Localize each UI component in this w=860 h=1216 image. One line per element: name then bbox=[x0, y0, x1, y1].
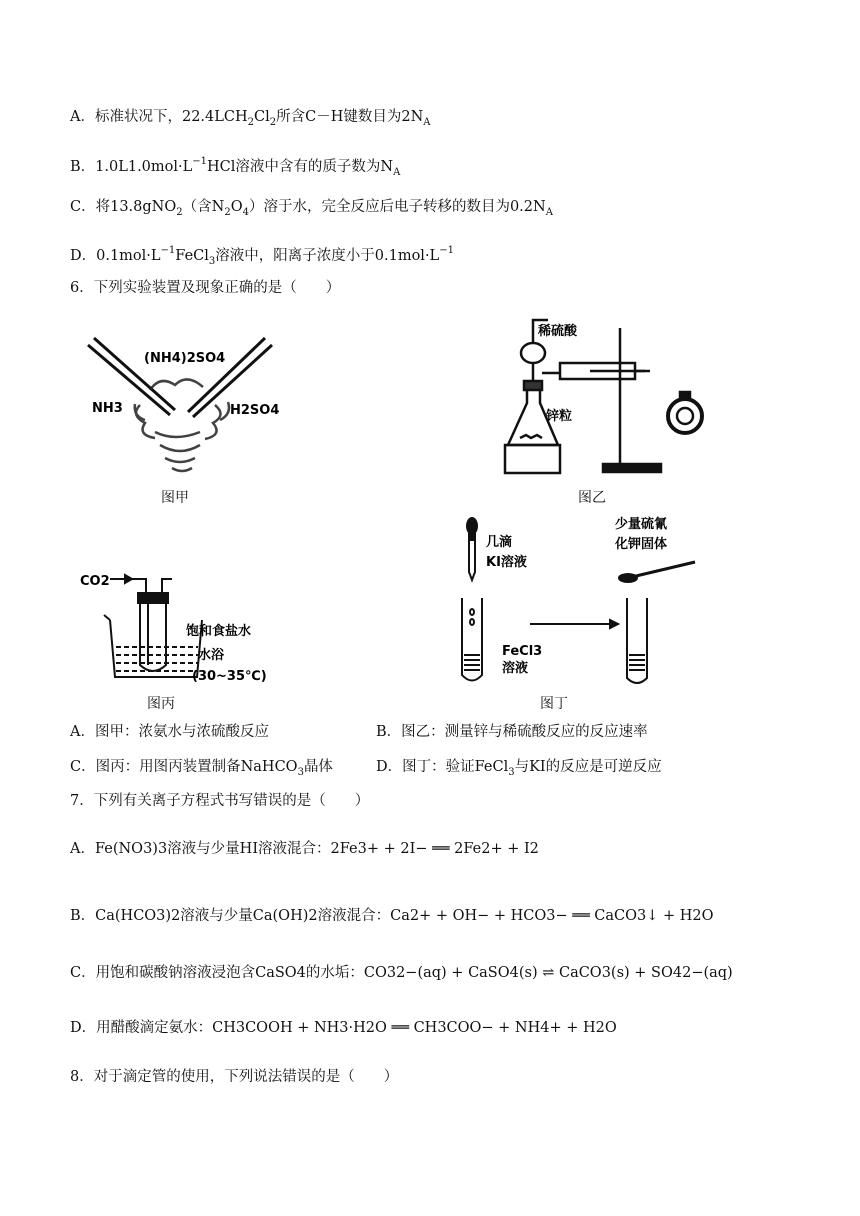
figure-jia bbox=[80, 320, 280, 480]
label-fecl3-solution: 溶液 bbox=[502, 661, 529, 676]
q7-option-b: B．Ca(HCO3)2溶液与少量Ca(OH)2溶液混合：Ca2+ + OH− + HCO3− ══ CaCO3↓ + H2O bbox=[70, 908, 714, 924]
label-nh4so4: (NH4)2SO4 bbox=[144, 351, 226, 366]
caption-ding: 图丁 bbox=[540, 696, 568, 712]
q7-option-c: C．用饱和碳酸钠溶液浸泡含CaSO4的水垢：CO32−(aq) + CaSO4(s) ⇌ CaCO3(s) + SO42−(aq) bbox=[70, 965, 733, 981]
label-ki-solution: KI溶液 bbox=[486, 555, 527, 570]
label-h2so4: H2SO4 bbox=[230, 403, 280, 418]
label-nh3: NH3 bbox=[92, 401, 123, 416]
label-drops: 几滴 bbox=[486, 535, 513, 550]
q7-option-d: D．用醋酸滴定氨水：CH3COOH + NH3·H2O ══ CH3COO− + NH4+ + H2O bbox=[70, 1020, 617, 1036]
figure-yi bbox=[500, 308, 715, 478]
label-fecl3: FeCl3 bbox=[502, 644, 543, 659]
q8-stem: 8．对于滴定管的使用，下列说法错误的是（ ） bbox=[70, 1069, 399, 1085]
label-brine: 饱和食盐水 bbox=[186, 624, 252, 639]
label-zinc: 锌粒 bbox=[546, 409, 573, 424]
caption-yi: 图乙 bbox=[578, 490, 606, 506]
label-co2: CO2 bbox=[80, 574, 110, 589]
caption-jia: 图甲 bbox=[161, 490, 189, 506]
q5-option-a: A．标准状况下，$22.4LCH_2Cl_2$所含C－H键数目为$2N_A$ bbox=[70, 109, 431, 128]
caption-bing: 图丙 bbox=[147, 696, 175, 712]
q6-stem: 6．下列实验装置及现象正确的是（ ） bbox=[70, 280, 341, 296]
figure-bing bbox=[80, 565, 280, 690]
label-kscn-2: 化钾固体 bbox=[615, 537, 668, 552]
q7-stem: 7．下列有关离子方程式书写错误的是（ ） bbox=[70, 793, 370, 809]
q6-option-b: B．图乙：测量锌与稀硫酸反应的反应速率 bbox=[376, 724, 648, 740]
q5-option-b: B．$1.0L1.0mol\cdot L^{-1}HCl$溶液中含有的质子数为$N_A$ bbox=[70, 156, 401, 178]
label-dilute-acid: 稀硫酸 bbox=[538, 324, 578, 339]
label-kscn-1: 少量硫氰 bbox=[615, 517, 668, 532]
label-water-bath: 水浴 bbox=[198, 648, 225, 663]
q5-option-d: D．$0.1mol\cdot L^{-1}FeCl_3$溶液中，阳离子浓度小于$0.1mol\cdot L^{-1}$ bbox=[70, 245, 454, 267]
q6-option-c: C．图丙：用图丙装置制备NaHCO$_3$晶体 bbox=[70, 759, 333, 778]
q6-option-a: A．图甲：浓氨水与浓硫酸反应 bbox=[70, 724, 269, 740]
label-temperature: (30~35℃) bbox=[192, 669, 267, 684]
q7-option-a: A．Fe(NO3)3溶液与少量HI溶液混合：2Fe3+ + 2I− ══ 2Fe2+ + I2 bbox=[70, 841, 539, 857]
q6-option-d: D．图丁：验证FeCl$_3$与KI的反应是可逆反应 bbox=[376, 759, 662, 778]
q5-option-c: C．将13.8gNO$_2$（含$N_2O_4$）溶于水，完全反应后电子转移的数目为$0.2N_A$ bbox=[70, 199, 553, 218]
figure-ding bbox=[450, 510, 710, 690]
